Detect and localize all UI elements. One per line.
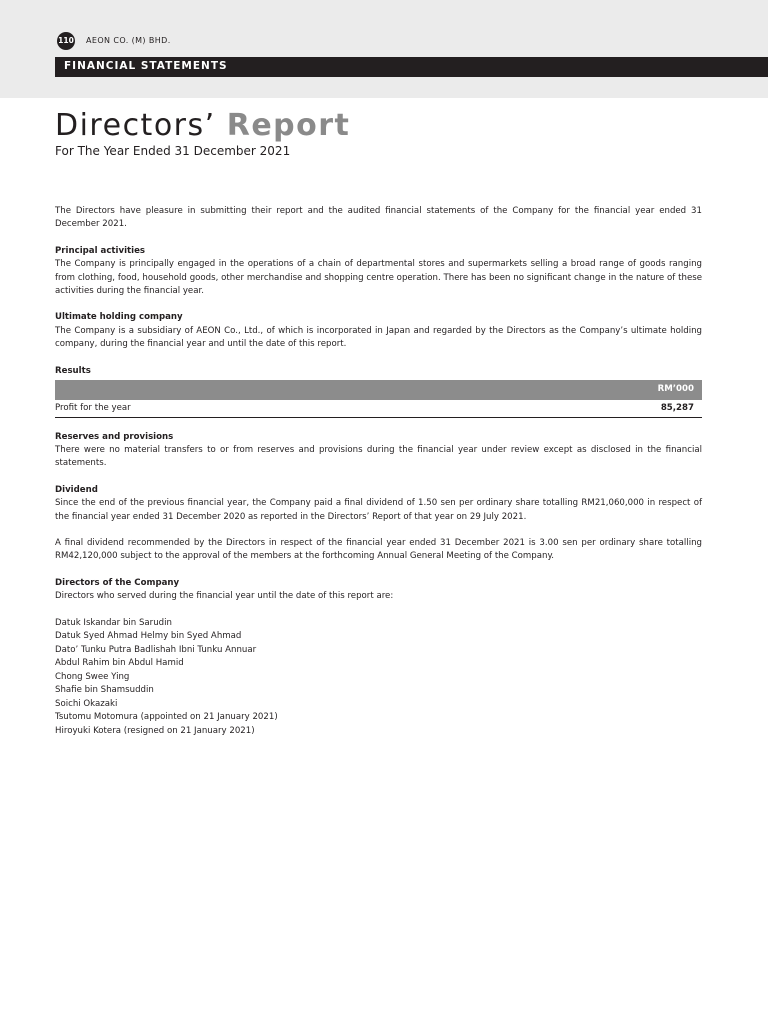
section-bar xyxy=(55,57,768,77)
report-body xyxy=(55,205,702,738)
results-row-value: 85,287 xyxy=(660,402,694,413)
page-subtitle: For The Year Ended 31 December 2021 xyxy=(55,144,291,158)
list-item: Shafie bin Shamsuddin xyxy=(55,685,154,696)
header-band xyxy=(0,0,768,98)
reserves-text: There were no material transfers to or from reserves and provisions during the financial year under review except as disclosed in the financial statements. xyxy=(55,444,702,469)
page-title xyxy=(55,108,350,143)
table-row xyxy=(55,400,702,417)
dividend-heading: Dividend xyxy=(55,484,98,495)
reserves-heading: Reserves and provisions xyxy=(55,431,174,442)
results-row-label: Profit for the year xyxy=(55,402,131,413)
list-item: Datuk Syed Ahmad Helmy bin Syed Ahmad xyxy=(55,631,242,642)
list-item: Abdul Rahim bin Abdul Hamid xyxy=(55,658,184,669)
ultimate-holding-heading: Ultimate holding company xyxy=(55,312,183,323)
results-table xyxy=(55,380,702,418)
list-item: Soichi Okazaki xyxy=(55,698,118,709)
intro-paragraph: The Directors have pleasure in submitting their report and the audited financial statements of the Company for the financial year ended 31 December 2021. xyxy=(55,206,702,230)
list-item: Hiroyuki Kotera (resigned on 21 January 2021) xyxy=(55,725,255,736)
list-item: Datuk Iskandar bin Sarudin xyxy=(55,617,172,628)
directors-text: Directors who served during the financial year until the date of this report are: xyxy=(55,591,394,602)
results-column-header: RM’000 xyxy=(55,380,702,400)
section-title: FINANCIAL STATEMENTS xyxy=(64,60,228,72)
principal-activities-heading: Principal activities xyxy=(55,245,146,256)
title-part-1: Directors’ xyxy=(55,108,216,143)
ultimate-holding-text: The Company is a subsidiary of AEON Co., Ltd., of which is incorporated in Japan and regarded by the Directors as the Company’s ultimate holding company, during the financial year and until the date of this report. xyxy=(55,325,702,350)
directors-list xyxy=(55,617,702,739)
directors-heading: Directors of the Company xyxy=(55,577,180,588)
title-part-2: Report xyxy=(226,108,351,143)
results-heading: Results xyxy=(55,365,91,376)
dividend-text-1: Since the end of the previous financial year, the Company paid a final dividend of 1.50 sen per ordinary share totalling RM21,060,000 in respect of the financial year ended 31 December 2020 as reported in the Directors’ Report of that year on 29 July 2021. xyxy=(55,498,702,522)
company-name: AEON CO. (M) BHD. xyxy=(86,36,171,45)
page-number: 110 xyxy=(57,32,75,50)
dividend-text-2: A final dividend recommended by the Directors in respect of the financial year ended 31 December 2021 is 3.00 sen per ordinary share totalling RM42,120,000 subject to the approval of the members at the forthcoming Annual General Meeting of the Company. xyxy=(55,538,702,562)
list-item: Tsutomu Motomura (appointed on 21 January 2021) xyxy=(55,712,278,723)
list-item: Chong Swee Ying xyxy=(55,671,130,682)
list-item: Dato’ Tunku Putra Badlishah Ibni Tunku Annuar xyxy=(55,644,257,655)
principal-activities-text: The Company is principally engaged in the operations of a chain of departmental stores and supermarkets selling a broad range of goods ranging from clothing, food, household goods, other merchandise and shopping centre operation. There has been no significant change in the nature of these activities during the financial year. xyxy=(55,259,702,297)
